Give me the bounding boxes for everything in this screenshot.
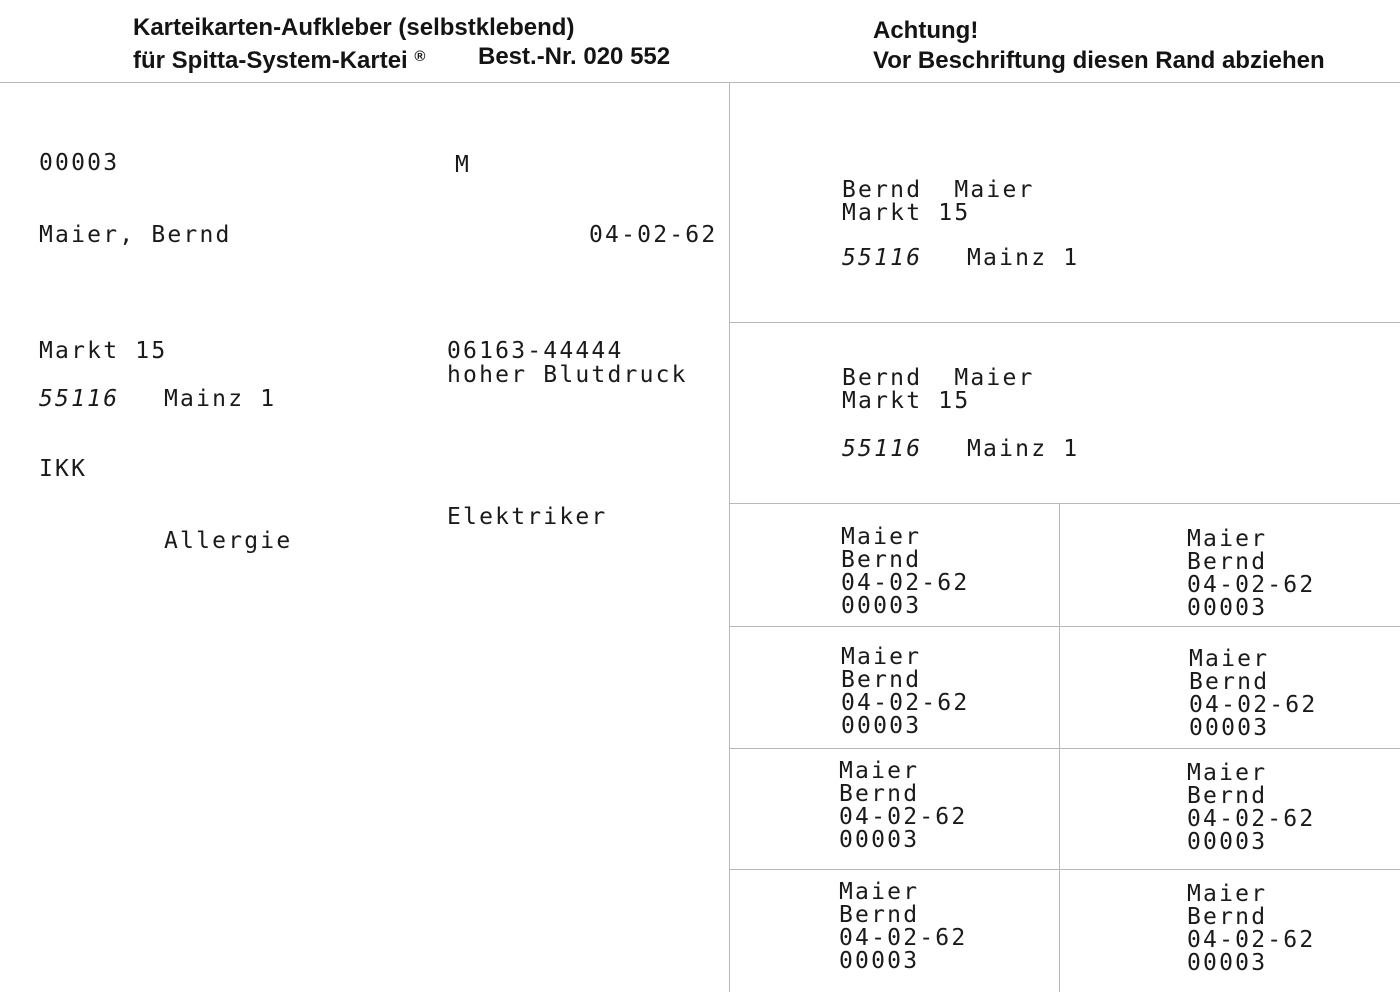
small-label [839, 881, 967, 973]
small-label-surname: Maier [841, 524, 922, 550]
small-label-birth-date: 04-02-62 [1189, 692, 1318, 718]
small-label-column-divider [1059, 503, 1060, 992]
small-label [1187, 883, 1315, 975]
address-label-postal-code: 55116 [842, 436, 923, 462]
small-label [1187, 528, 1315, 620]
warning-title: Achtung! [873, 17, 979, 44]
small-label-surname: Maier [841, 644, 922, 670]
small-label-surname: Maier [1187, 881, 1268, 907]
small-label-number: 00003 [839, 827, 920, 853]
patient-number: 00003 [39, 150, 120, 176]
small-label-birth-date: 04-02-62 [839, 925, 968, 951]
small-label-surname: Maier [1189, 646, 1270, 672]
gender: M [455, 152, 472, 178]
header-divider [0, 82, 1400, 83]
small-label-number: 00003 [841, 713, 922, 739]
small-label [1187, 762, 1315, 854]
small-label-first-name: Bernd [1187, 904, 1268, 930]
small-label-number: 00003 [839, 948, 920, 974]
street: Markt 15 [39, 338, 168, 364]
small-label-number: 00003 [1187, 950, 1268, 976]
small-label-number: 00003 [1187, 595, 1268, 621]
small-label-first-name: Bernd [1187, 783, 1268, 809]
address-label-city: Mainz 1 [967, 245, 1080, 271]
small-label-surname: Maier [839, 879, 920, 905]
small-label-divider-1 [730, 626, 1400, 627]
small-label-surname: Maier [839, 758, 920, 784]
address-label-city: Mainz 1 [967, 436, 1080, 462]
small-label-first-name: Bernd [841, 547, 922, 573]
address-label-street: Markt 15 [842, 200, 971, 226]
small-label-birth-date: 04-02-62 [1187, 927, 1316, 953]
small-label-birth-date: 04-02-62 [1187, 572, 1316, 598]
birth-date: 04-02-62 [589, 222, 718, 248]
small-label-birth-date: 04-02-62 [1187, 806, 1316, 832]
patient-name: Maier, Bernd [39, 222, 232, 248]
occupation: Elektriker [447, 504, 608, 530]
small-label [841, 526, 969, 618]
small-label-surname: Maier [1187, 760, 1268, 786]
address-label-postal-code: 55116 [842, 245, 923, 271]
registered-mark: ® [414, 48, 426, 65]
small-label-first-name: Bernd [839, 781, 920, 807]
small-label-divider-2 [730, 748, 1400, 749]
address-label-divider-2 [730, 503, 1400, 504]
small-label-number: 00003 [1187, 829, 1268, 855]
order-number: Best.-Nr. 020 552 [478, 43, 671, 70]
small-label-first-name: Bernd [841, 667, 922, 693]
small-label-surname: Maier [1187, 526, 1268, 552]
small-label-first-name: Bernd [1189, 669, 1270, 695]
phone: 06163-44444 [447, 338, 624, 364]
small-label-birth-date: 04-02-62 [841, 690, 970, 716]
small-label-number: 00003 [1189, 715, 1270, 741]
address-label-divider-1 [730, 322, 1400, 323]
small-label [839, 760, 967, 852]
insurance: IKK [39, 456, 88, 482]
small-label-number: 00003 [841, 593, 922, 619]
postal-code: 55116 [39, 386, 120, 412]
small-label-divider-3 [730, 869, 1400, 870]
small-label-first-name: Bernd [839, 902, 920, 928]
warning-text: Vor Beschriftung diesen Rand abziehen [873, 47, 1325, 74]
city: Mainz 1 [164, 386, 277, 412]
address-label-street: Markt 15 [842, 388, 971, 414]
small-label [841, 646, 969, 738]
small-label-first-name: Bernd [1187, 549, 1268, 575]
address-label-name: Bernd Maier [842, 365, 1035, 391]
header-subtitle [133, 43, 425, 75]
header-product-line: für Spitta-System-Kartei [133, 47, 408, 74]
address-label-name: Bernd Maier [842, 177, 1035, 203]
small-label [1189, 648, 1317, 740]
small-label-birth-date: 04-02-62 [841, 570, 970, 596]
medical-note: hoher Blutdruck [447, 362, 688, 388]
allergy: Allergie [164, 528, 293, 554]
header-title: Karteikarten-Aufkleber (selbstklebend) [133, 14, 575, 41]
small-label-birth-date: 04-02-62 [839, 804, 968, 830]
card-label-divider [729, 82, 730, 992]
